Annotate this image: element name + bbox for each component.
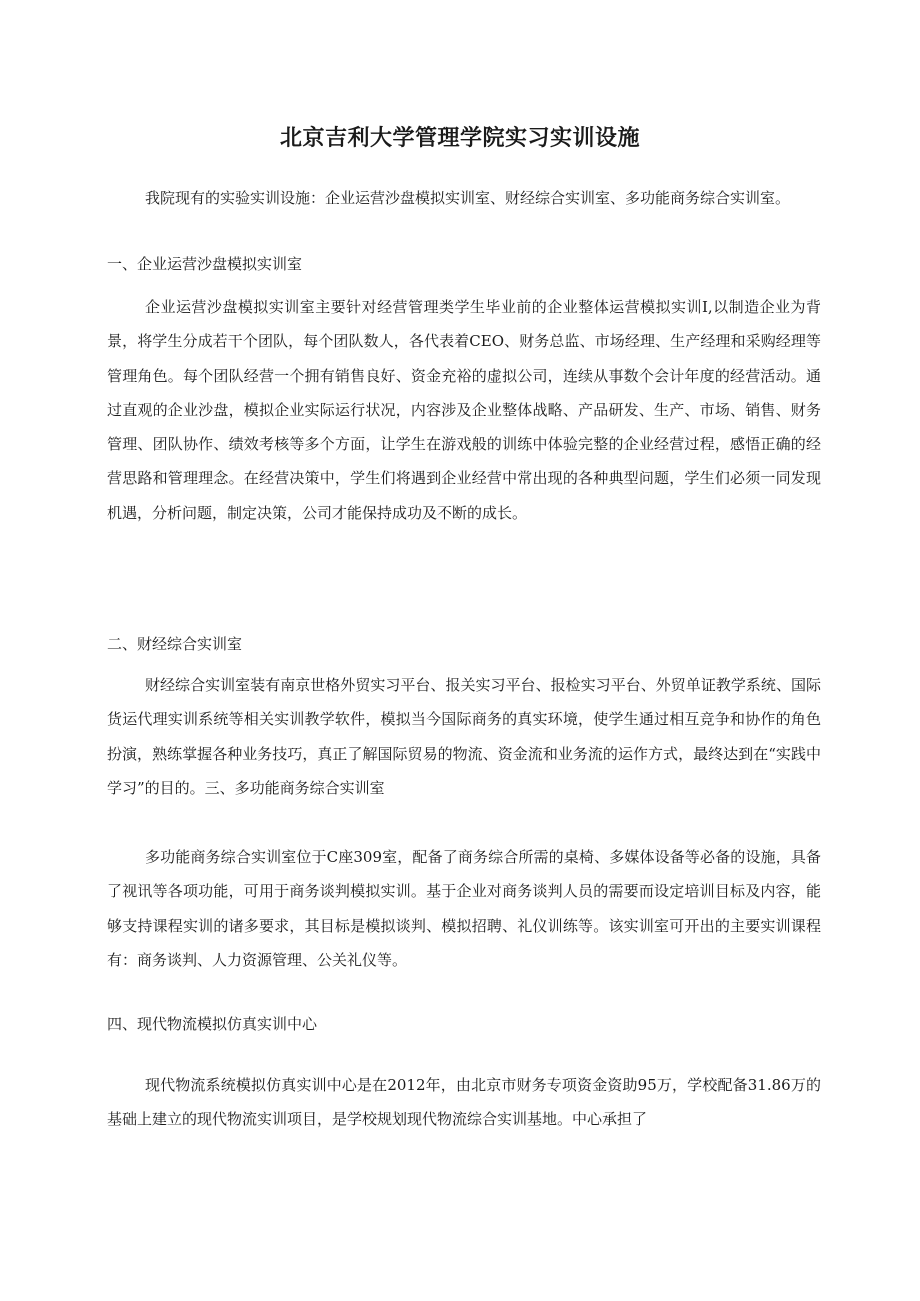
document-title: 北京吉利大学管理学院实习实训设施 [279, 126, 640, 151]
section-2-heading: 二、财经综合实训室 [107, 635, 243, 653]
section-1-heading: 一、企业运营沙盘模拟实训室 [107, 255, 303, 273]
section-1-paragraph: 企业运营沙盘模拟实训室主要针对经营管理类学生毕业前的企业整体运营模拟实训I,以制造企业为背景，将学生分成若干个团队，每个团队数人，各代表着CEO、财务总监、市场经理、生产经理和采购经理等管理角色。每个团队经营一个拥有销售良好、资金充裕的虚拟公司，连续从事数个会计年度的经营活动。通过直观的企业沙盘，模拟企业实际运行状况，内容涉及企业整体战略、产品研发、生产、市场、销售、财务管理、团队协作、绩效考核等多个方面，让学生在游戏般的训练中体验完整的企业经营过程，感悟正确的经营思路和管理理念。在经营决策中，学生们将遇到企业经营中常出现的各种典型问题，学生们必须一同发现机遇，分析问题，制定决策，公司才能保持成功及不断的成长。 [107, 298, 821, 522]
section-3-paragraph: 多功能商务综合实训室位于C座309室，配备了商务综合所需的桌椅、多媒体设备等必备的设施，具备了视讯等各项功能，可用于商务谈判模拟实训。基于企业对商务谈判人员的需要而设定培训目标及内容，能够支持课程实训的诸多要求，其目标是模拟谈判、模拟招聘、礼仪训练等。该实训室可开出的主要实训课程有：商务谈判、人力资源管理、公关礼仪等。 [107, 848, 821, 969]
section-2-paragraph: 财经综合实训室装有南京世格外贸实习平台、报关实习平台、报检实习平台、外贸单证教学系统、国际货运代理实训系统等相关实训教学软件，模拟当今国际商务的真实环境，使学生通过相互竞争和协作的角色扮演，熟练掌握各种业务技巧，真正了解国际贸易的物流、资金流和业务流的运作方式，最终达到在“实践中学习”的目的。三、多功能商务综合实训室 [107, 676, 821, 797]
intro-paragraph: 我院现有的实验实训设施：企业运营沙盘模拟实训室、财经综合实训室、多功能商务综合实训室。 [145, 189, 791, 207]
section-4-paragraph: 现代物流系统模拟仿真实训中心是在2012年，由北京市财务专项资金资助95万，学校配备31.86万的基础上建立的现代物流实训项目，是学校规划现代物流综合实训基地。中心承担了 [107, 1076, 821, 1129]
section-4-heading: 四、现代物流模拟仿真实训中心 [107, 1015, 318, 1033]
